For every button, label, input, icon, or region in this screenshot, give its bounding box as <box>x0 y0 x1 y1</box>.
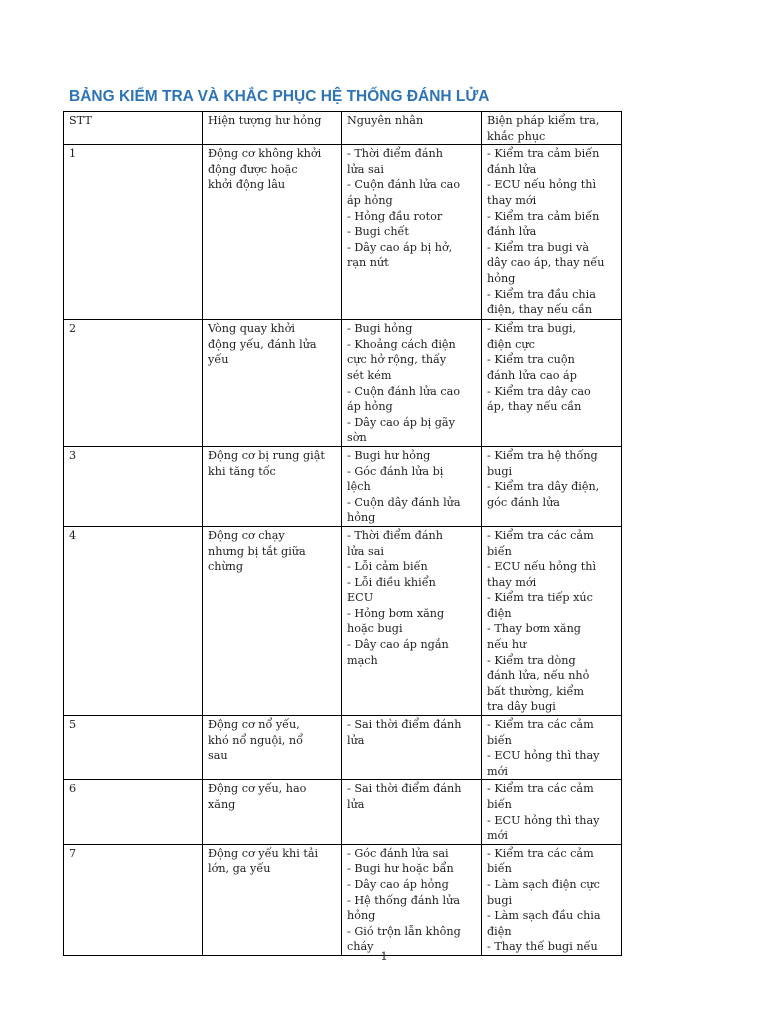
cell-stt: 1 <box>64 145 203 320</box>
fix-line: góc đánh lửa <box>487 495 560 509</box>
cell-cause <box>342 716 482 780</box>
fix-line: - Kiểm tra dòng <box>487 653 576 667</box>
cause-line: - Cuộn đánh lửa cao <box>347 178 461 192</box>
cell-symptom <box>203 320 342 447</box>
cause-line: - Dây cao áp ngắn <box>347 638 449 652</box>
cause-line: lửa <box>347 798 365 811</box>
cell-stt: 2 <box>64 320 203 447</box>
cause-line: - Sai thời điểm đánh <box>347 782 462 796</box>
header-fix-line: Biện pháp kiểm tra, <box>487 114 600 127</box>
cell-symptom <box>203 446 342 526</box>
cause-line: ECU <box>347 591 374 605</box>
symptom-line: xăng <box>208 798 236 811</box>
cause-line: sét kém <box>347 368 392 382</box>
fix-line: - Thay thế bugi nếu <box>487 940 598 954</box>
fix-line: dây cao áp, thay nếu <box>487 256 605 270</box>
cause-line: - Lỗi điều khiển <box>347 575 436 589</box>
cause-line: rạn nứt <box>347 256 389 270</box>
fix-line: - Làm sạch đầu chia <box>487 909 601 923</box>
cell-cause <box>342 844 482 955</box>
table-row <box>64 526 622 715</box>
symptom-line: Động cơ yếu khi tải <box>208 846 319 860</box>
symptom-line: khi tăng tốc <box>208 464 276 478</box>
fix-line: - Kiểm tra các cảm <box>487 782 594 796</box>
cause-line: lửa <box>347 733 365 747</box>
fix-line: biến <box>487 544 512 558</box>
fix-line: hỏng <box>487 271 516 285</box>
cell-symptom <box>203 844 342 955</box>
table-row <box>64 844 622 955</box>
fix-line: bugi <box>487 464 513 478</box>
cell-fix <box>482 526 622 715</box>
cause-line: - Dây cao áp hỏng <box>347 877 449 891</box>
cell-cause <box>342 320 482 447</box>
cell-fix <box>482 780 622 844</box>
fix-line: đánh lửa cao áp <box>487 368 577 382</box>
cause-line: áp hỏng <box>347 193 393 207</box>
cell-stt: 5 <box>64 716 203 780</box>
document-title: BẢNG KIỂM TRA VÀ KHẮC PHỤC HỆ THỐNG ĐÁNH LỬA <box>69 88 490 105</box>
cause-line: áp hỏng <box>347 400 393 414</box>
cause-line: hoặc bugi <box>347 622 403 636</box>
fix-line: nếu hư <box>487 638 527 652</box>
fix-line: - ECU nếu hỏng thì <box>487 560 597 574</box>
fix-line: - Kiểm tra hệ thống <box>487 448 598 462</box>
symptom-line: Động cơ bị rung giật <box>208 448 325 462</box>
cause-line: - Cuộn dây đánh lửa <box>347 495 461 509</box>
fix-line: điện cực <box>487 337 535 351</box>
cause-line: - Dây cao áp bị gãy <box>347 415 455 429</box>
fix-line: - Kiểm tra bugi, <box>487 322 577 336</box>
cell-fix <box>482 145 622 320</box>
symptom-line: Động cơ yếu, hao <box>208 782 307 796</box>
header-symptom: Hiện tượng hư hỏng <box>203 112 342 145</box>
cause-line: - Sai thời điểm đánh <box>347 718 462 732</box>
cell-cause <box>342 780 482 844</box>
header-fix <box>482 112 622 145</box>
cell-cause <box>342 526 482 715</box>
cell-cause <box>342 145 482 320</box>
cell-fix <box>482 446 622 526</box>
symptom-line: lớn, ga yếu <box>208 862 271 876</box>
cause-line: cực hở rộng, thấy <box>347 353 447 367</box>
fix-line: - Kiểm tra bugi và <box>487 240 590 254</box>
fix-line: đánh lửa, nếu nhỏ <box>487 669 590 683</box>
symptom-line: yếu <box>208 353 229 367</box>
cause-line: - Thời điểm đánh <box>347 528 443 542</box>
table-row <box>64 320 622 447</box>
symptom-line: Động cơ không khởi <box>208 147 322 161</box>
fix-line: bugi <box>487 893 513 907</box>
cause-line: lửa sai <box>347 162 384 176</box>
cause-line: hỏng <box>347 511 376 525</box>
cause-line: - Khoảng cách điện <box>347 337 456 351</box>
cause-line: - Bugi hỏng <box>347 322 413 336</box>
fix-line: áp, thay nếu cần <box>487 400 582 414</box>
fix-line: - Kiểm tra dây cao <box>487 384 591 398</box>
cause-line: - Hỏng đầu rotor <box>347 209 443 223</box>
fix-line: - Kiểm tra cuộn <box>487 353 575 367</box>
cause-line: - Thời điểm đánh <box>347 147 443 161</box>
cause-line: cháy <box>347 940 374 954</box>
cell-fix <box>482 844 622 955</box>
cell-fix <box>482 716 622 780</box>
fix-line: điện <box>487 924 512 938</box>
header-fix-line: khắc phục <box>487 129 546 143</box>
symptom-line: nhưng bị tắt giữa <box>208 544 306 558</box>
fix-line: - ECU hỏng thì thay <box>487 813 600 827</box>
fix-line: thay mới <box>487 575 537 589</box>
table-header-row <box>64 112 622 145</box>
header-cause: Nguyên nhân <box>342 112 482 145</box>
fix-line: - Kiểm tra các cảm <box>487 528 594 542</box>
symptom-line: Vòng quay khởi <box>208 322 295 336</box>
cell-stt: 7 <box>64 844 203 955</box>
cell-symptom <box>203 526 342 715</box>
cause-line: - Bugi chết <box>347 225 409 239</box>
cell-symptom <box>203 716 342 780</box>
cell-symptom <box>203 780 342 844</box>
cell-stt: 3 <box>64 446 203 526</box>
cell-symptom <box>203 145 342 320</box>
fix-line: - Kiểm tra các cảm <box>487 846 594 860</box>
fix-line: biến <box>487 862 512 876</box>
fix-line: biến <box>487 798 512 811</box>
table-row <box>64 446 622 526</box>
fix-line: - ECU hỏng thì thay <box>487 749 600 763</box>
cause-line: - Hệ thống đánh lửa <box>347 893 460 907</box>
fix-line: - Làm sạch điện cực <box>487 877 600 891</box>
table-row <box>64 780 622 844</box>
cause-line: lửa sai <box>347 544 384 558</box>
cause-line: lệch <box>347 480 371 494</box>
fix-line: điện <box>487 606 512 620</box>
cause-line: - Gió trộn lẫn không <box>347 924 461 938</box>
cause-line: sờn <box>347 431 367 445</box>
symptom-line: Động cơ chạy <box>208 528 285 542</box>
fix-line: - Kiểm tra tiếp xúc <box>487 591 593 605</box>
page-number: 1 <box>380 950 388 963</box>
cause-line: - Lỗi cảm biến <box>347 560 428 574</box>
fix-line: điện, thay nếu cần <box>487 303 593 317</box>
fix-line: - Kiểm tra cảm biến <box>487 147 600 161</box>
fix-line: - Kiểm tra dây điện, <box>487 480 600 494</box>
fix-line: bất thường, kiểm <box>487 684 585 698</box>
symptom-line: sau <box>208 749 228 763</box>
fix-line: đánh lửa <box>487 162 537 176</box>
fix-line: mới <box>487 829 508 843</box>
cell-stt: 4 <box>64 526 203 715</box>
cause-line: - Bugi hư hỏng <box>347 448 431 462</box>
cause-line: hỏng <box>347 909 376 923</box>
cell-fix <box>482 320 622 447</box>
cause-line: - Dây cao áp bị hở, <box>347 240 453 254</box>
table-row <box>64 145 622 320</box>
cell-cause <box>342 446 482 526</box>
fix-line: biến <box>487 733 512 747</box>
fix-line: - Thay bơm xăng <box>487 622 581 636</box>
fix-line: thay mới <box>487 193 537 207</box>
fix-line: đánh lửa <box>487 225 537 239</box>
symptom-line: động yếu, đánh lửa <box>208 337 317 351</box>
fix-line: mới <box>487 764 508 778</box>
symptom-line: khó nổ nguội, nổ <box>208 733 303 747</box>
cell-stt: 6 <box>64 780 203 844</box>
fix-line: - Kiểm tra đầu chia <box>487 287 596 301</box>
cause-line: - Hỏng bơm xăng <box>347 606 445 620</box>
fix-line: - ECU nếu hỏng thì <box>487 178 597 192</box>
cause-line: - Góc đánh lửa bị <box>347 464 444 478</box>
fix-line: - Kiểm tra các cảm <box>487 718 594 732</box>
symptom-line: động được hoặc <box>208 162 298 176</box>
symptom-line: Động cơ nổ yếu, <box>208 718 300 732</box>
symptom-line: chừng <box>208 560 244 574</box>
cause-line: - Góc đánh lửa sai <box>347 846 449 860</box>
header-stt: STT <box>64 112 203 145</box>
fix-line: tra dây bugi <box>487 700 556 714</box>
cause-line: - Bugi hư hoặc bẩn <box>347 862 454 876</box>
ignition-check-table <box>63 111 622 956</box>
fix-line: - Kiểm tra cảm biến <box>487 209 600 223</box>
table-row <box>64 716 622 780</box>
cause-line: - Cuộn đánh lửa cao <box>347 384 461 398</box>
symptom-line: khởi động lâu <box>208 178 286 192</box>
cause-line: mạch <box>347 653 378 667</box>
